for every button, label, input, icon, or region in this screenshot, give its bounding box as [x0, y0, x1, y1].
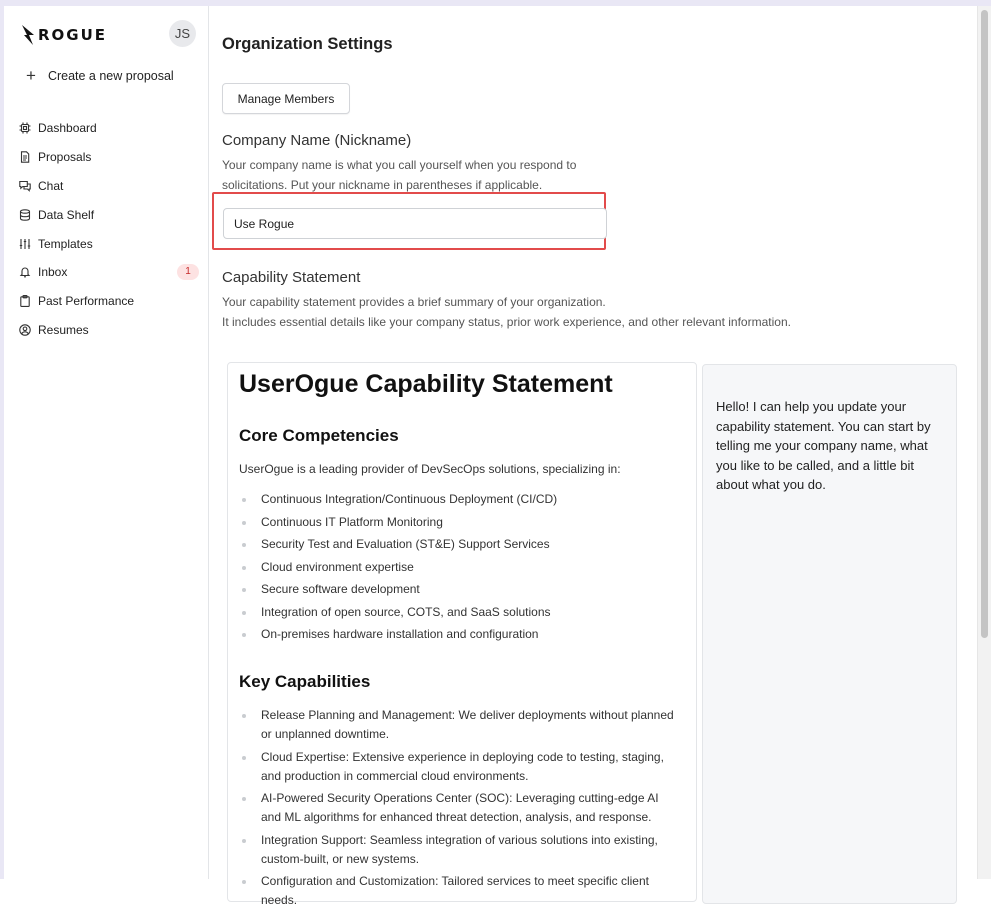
list-item: Continuous Integration/Continuous Deployment (CI/CD): [239, 490, 679, 513]
manage-members-button[interactable]: Manage Members: [222, 83, 350, 114]
user-circle-icon: [19, 324, 31, 336]
assistant-chat-panel: [702, 364, 957, 904]
sidebar-item-label: Past Performance: [38, 294, 135, 309]
list-item: Cloud environment expertise: [239, 558, 679, 581]
page-scrollbar[interactable]: [977, 6, 991, 879]
core-competencies-intro: UserOgue is a leading provider of DevSecOps solutions, specializing in:: [239, 462, 621, 476]
document-icon: [19, 151, 31, 163]
main-content: [209, 6, 977, 908]
database-icon: [19, 209, 31, 221]
capability-description-line: It includes essential details like your company status, prior work experience, and other relevant information.: [222, 314, 791, 329]
sidebar: [4, 6, 209, 879]
sidebar-item-resumes[interactable]: [19, 316, 199, 345]
sidebar-item-dashboard[interactable]: [19, 114, 199, 143]
sidebar-item-past-performance[interactable]: [19, 287, 199, 316]
clipboard-icon: [19, 295, 31, 307]
sidebar-item-chat[interactable]: [19, 172, 199, 201]
capability-statement-heading: Capability Statement: [222, 269, 361, 286]
sidebar-item-label: Proposals: [38, 150, 92, 165]
key-capabilities-heading: Key Capabilities: [239, 672, 371, 691]
sidebar-nav: [19, 114, 199, 344]
sidebar-item-label: Templates: [38, 236, 93, 251]
sidebar-item-label: Inbox: [38, 265, 68, 280]
cpu-icon: [19, 122, 31, 134]
list-item: Cloud Expertise: Extensive experience in deploying code to testing, staging, and production in commercial cloud environments.: [239, 748, 679, 786]
company-name-heading: Company Name (Nickname): [222, 132, 412, 149]
list-item: AI-Powered Security Operations Center (SOC): Leveraging cutting-edge AI and ML algorithms for enhanced threat detection, analysis, and response.: [239, 789, 679, 827]
capability-description-line: Your capability statement provides a brief summary of your organization.: [222, 295, 606, 309]
logo-text: ROGUE: [38, 26, 108, 44]
create-proposal-button[interactable]: [26, 66, 174, 85]
list-item: Release Planning and Management: We deliver deployments without planned or unplanned downtime.: [239, 706, 679, 744]
plus-icon: +: [26, 66, 36, 85]
company-name-input[interactable]: [223, 208, 607, 239]
sidebar-item-templates[interactable]: [19, 229, 199, 258]
sidebar-item-label: Dashboard: [38, 121, 97, 136]
list-item: Security Test and Evaluation (ST&E) Support Services: [239, 535, 679, 558]
list-item: Integration of open source, COTS, and SaaS solutions: [239, 603, 679, 626]
inbox-count-badge: 1: [177, 264, 199, 280]
user-avatar[interactable]: JS: [169, 20, 196, 47]
list-item: On-premises hardware installation and configuration: [239, 625, 679, 648]
assistant-message: Hello! I can help you update your capability statement. You can start by telling me your company name, what you like to be called, and a little bit about what you do.: [716, 399, 931, 492]
core-competencies-heading: Core Competencies: [239, 426, 399, 445]
sidebar-item-inbox[interactable]: [19, 258, 199, 287]
page-title: Organization Settings: [222, 35, 393, 53]
key-capabilities-list: [239, 706, 679, 914]
sidebar-item-label: Data Shelf: [38, 207, 95, 222]
capability-statement-editor[interactable]: [227, 362, 697, 908]
sidebar-item-proposals[interactable]: [19, 143, 199, 172]
list-item: Continuous IT Platform Monitoring: [239, 513, 679, 536]
list-item: Integration Support: Seamless integration of various solutions into existing, custom-built, or new systems.: [239, 831, 679, 869]
rogue-logo-icon: [21, 24, 35, 46]
document-title: UserOgue Capability Statement: [239, 370, 613, 398]
app-logo[interactable]: [21, 24, 107, 46]
list-item: Configuration and Customization: Tailored services to meet specific client needs.: [239, 872, 679, 910]
chat-icon: [19, 180, 31, 192]
core-competencies-list: [239, 490, 679, 648]
sidebar-item-label: Chat: [38, 178, 64, 193]
list-item: Secure software development: [239, 580, 679, 603]
sidebar-item-data-shelf[interactable]: [19, 200, 199, 229]
sidebar-item-label: Resumes: [38, 322, 89, 337]
sliders-icon: [19, 238, 31, 250]
scrollbar-thumb[interactable]: [981, 10, 988, 638]
bell-icon: [19, 266, 31, 278]
company-name-description: Your company name is what you call yourself when you respond to solicitations. Put your nickname in parentheses if applicable.: [222, 158, 577, 192]
create-proposal-label: Create a new proposal: [47, 69, 174, 83]
capability-statement-description: [222, 293, 791, 332]
